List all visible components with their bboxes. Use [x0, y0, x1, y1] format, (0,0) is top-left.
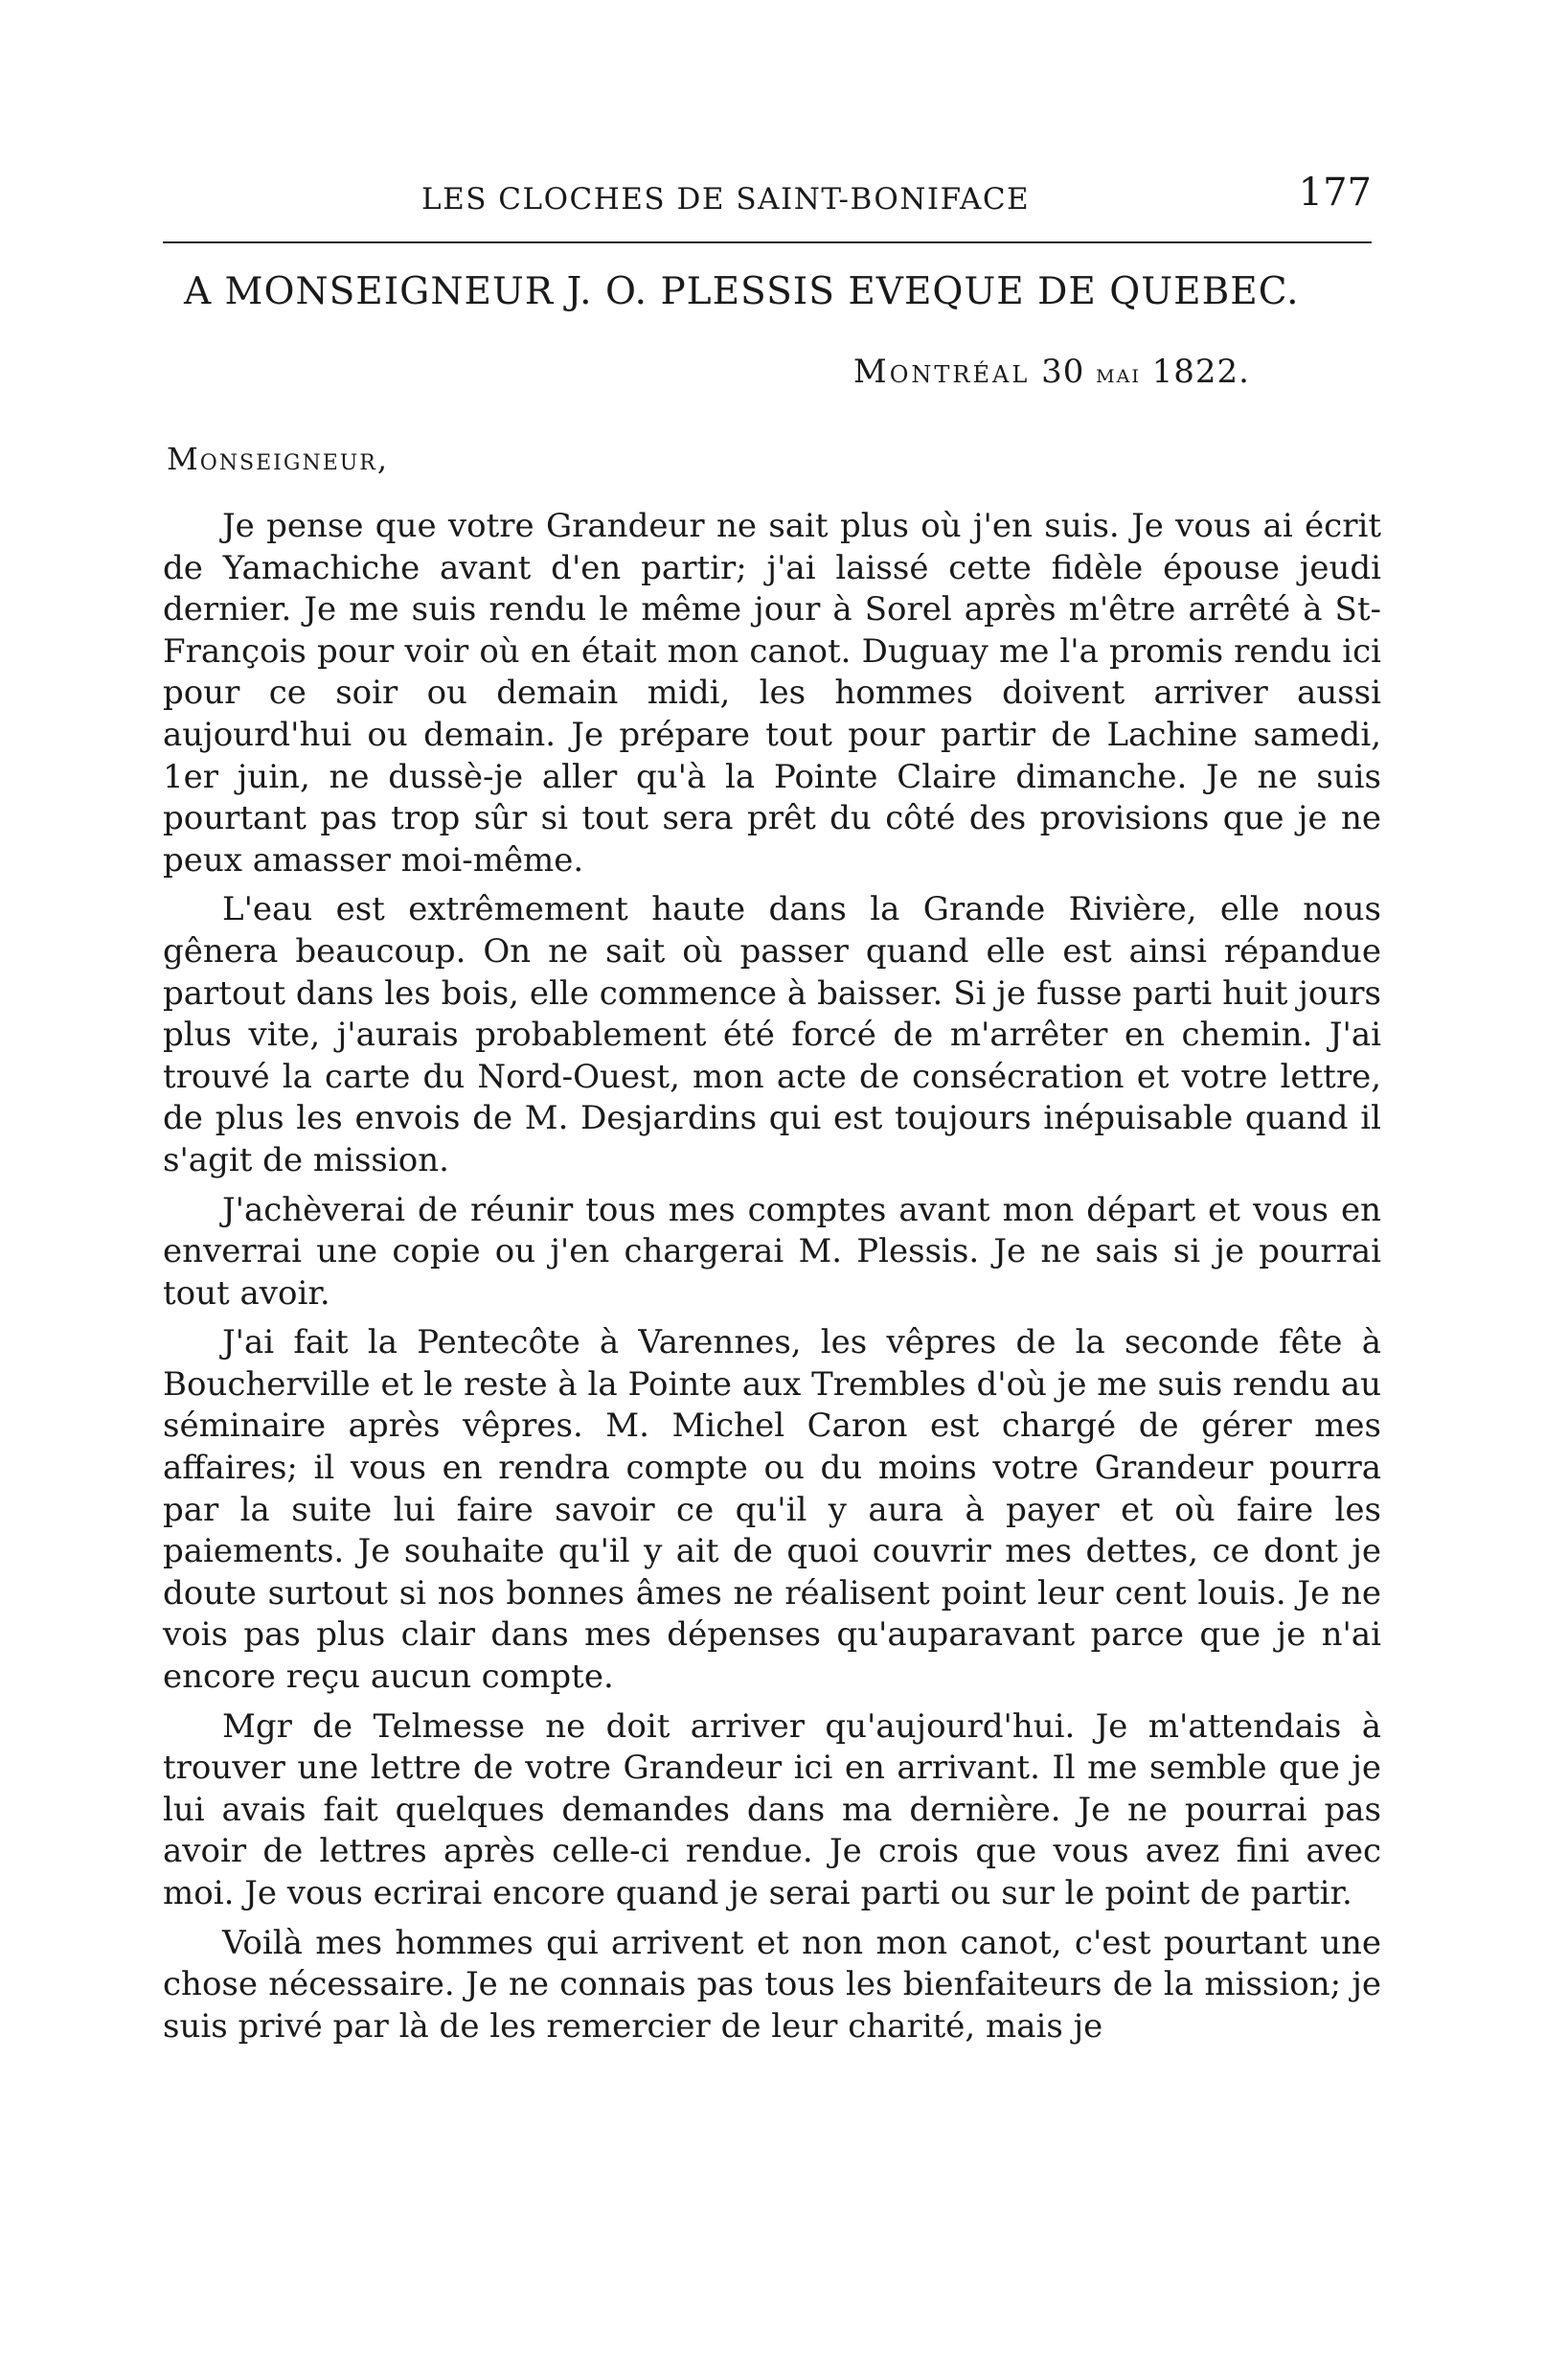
paragraph: J'achèverai de réunir tous mes comptes avant mon départ et vous en enverrai une copie ou j'en chargerai M. Plessis. Je ne sais si je pourrai tout avoir. [163, 1190, 1381, 1313]
running-title: LES CLOCHES DE SAINT-BONIFACE [421, 182, 1031, 217]
dateline-day: 30 [1041, 353, 1085, 391]
paragraph: Je pense que votre Grandeur ne sait plus où j'en suis. Je vous ai écrit de Yamachiche avant d'en partir; j'ai laissé cette fidèle épouse jeudi dernier. Je me suis rendu le même jour à Sorel après m'être arrêté à St-François pour voir où en était mon canot. Duguay me l'a promis rendu ici pour ce soir ou demain midi, les hommes doivent arriver aussi aujourd'hui ou demain. Je prépare tout pour partir de Lachine samedi, 1er juin, ne dussè-je aller qu'à la Pointe Claire dimanche. Je ne suis pourtant pas trop sûr si tout sera prêt du côté des provisions que je ne peux amasser moi-même. [163, 507, 1381, 880]
header-rule [163, 241, 1372, 243]
dateline-place: Montréal [852, 353, 1031, 391]
paragraph: J'ai fait la Pentecôte à Varennes, les vêpres de la seconde fête à Boucherville et le reste à la Pointe aux Trembles d'où je me suis rendu au séminaire après vêpres. M. Michel Caron est chargé de gérer mes affaires; il vous en rendra compte ou du moins votre Grandeur pourra par la suite lui faire savoir ce qu'il y aura à payer et où faire les paiements. Je souhaite qu'il y ait de quoi couvrir mes dettes, ce dont je doute surtout si nos bonnes âmes ne réalisent point leur cent louis. Je ne vois pas plus clair dans mes dépenses qu'auparavant parce que je n'ai encore reçu aucun compte. [163, 1323, 1381, 1697]
letter-heading: A MONSEIGNEUR J. O. PLESSIS EVEQUE DE QUEBEC. [184, 270, 1300, 313]
paragraph: Voilà mes hommes qui arrivent et non mon canot, c'est pourtant une chose nécessaire. Je ne connais pas tous les bienfaiteurs de la mission; je suis privé par là de les remercier de leur charité, mais je [163, 1923, 1381, 2046]
letter-body [163, 506, 1381, 2055]
running-head [163, 171, 1372, 218]
salutation: Monseigneur, [167, 441, 390, 477]
dateline [853, 353, 1250, 391]
paragraph: L'eau est extrêmement haute dans la Grande Rivière, elle nous gênera beaucoup. On ne sait où passer quand elle est ainsi répandue partout dans les bois, elle commence à baisser. Si je fusse parti huit jours plus vite, j'aurais probablement été forcé de m'arrêter en chemin. J'ai trouvé la carte du Nord-Ouest, mon acte de consécration et votre lettre, de plus les envois de M. Desjardins qui est toujours inépuisable quand il s'agit de mission. [163, 890, 1381, 1179]
dateline-year: 1822. [1151, 353, 1250, 391]
dateline-month: mai [1096, 359, 1141, 389]
page-number: 177 [1298, 171, 1372, 215]
paragraph: Mgr de Telmesse ne doit arriver qu'aujourd'hui. Je m'attendais à trouver une lettre de votre Grandeur ici en arrivant. Il me semble que je lui avais fait quelques demandes dans ma dernière. Je ne pourrai pas avoir de lettres après celle-ci rendue. Je crois que vous avez fini avec moi. Je vous ecrirai encore quand je serai parti ou sur le point de partir. [163, 1706, 1381, 1912]
